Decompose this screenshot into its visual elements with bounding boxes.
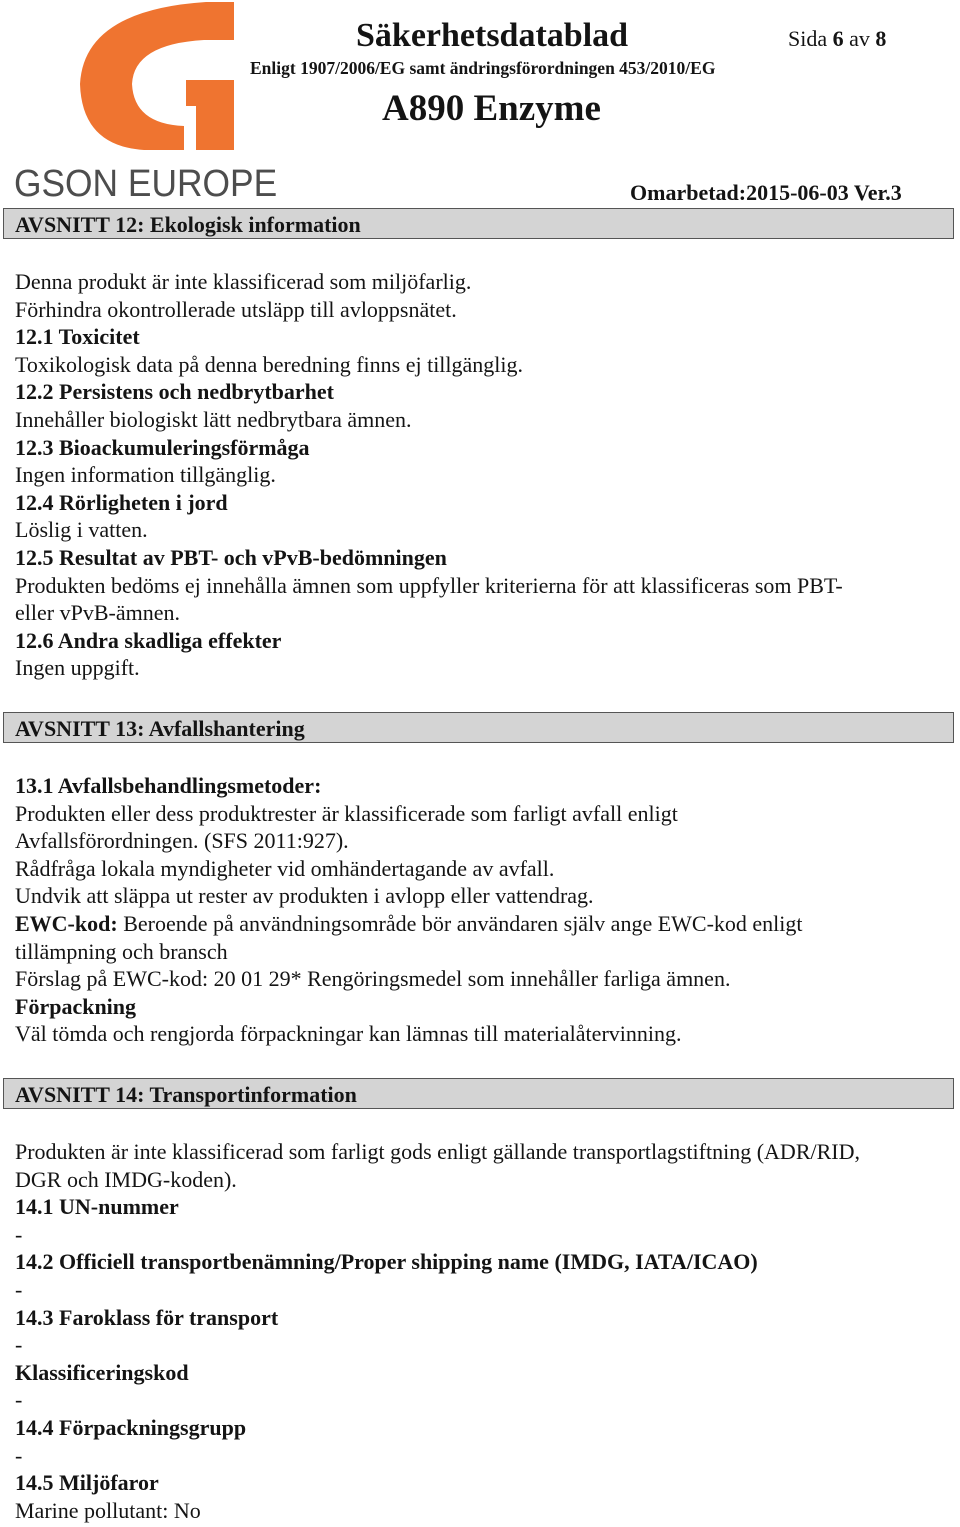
s14-2-value: -: [15, 1276, 23, 1302]
page-total: 8: [875, 26, 887, 51]
regulation-subtitle: Enligt 1907/2006/EG samt ändringsförordningen 453/2010/EG: [250, 58, 716, 78]
s12-3-text: Ingen information tillgänglig.: [15, 462, 276, 488]
s12-5-text-2: eller vPvB-ämnen.: [15, 600, 180, 626]
section-14-header: AVSNITT 14: Transportinformation: [3, 1078, 954, 1109]
s12-5-heading: 12.5 Resultat av PBT- och vPvB-bedömningen: [15, 544, 447, 570]
s14-3-value: -: [15, 1332, 23, 1358]
s13-line-1: Produkten eller dess produktrester är klassificerade som farligt avfall enligt: [15, 800, 678, 826]
s13-packaging-text: Väl tömda och rengjorda förpackningar kan lämnas till materialåtervinning.: [15, 1021, 682, 1047]
page-current: 6: [832, 26, 844, 51]
section-12-body: [15, 268, 945, 682]
s13-line-4: Undvik att släppa ut rester av produkten i avlopp eller vattendrag.: [15, 883, 594, 909]
page-of: av: [849, 26, 870, 51]
section-12-header: AVSNITT 12: Ekologisk information: [3, 208, 954, 239]
revision-date: Omarbetad:2015-06-03 Ver.3: [630, 180, 902, 205]
s12-6-heading: 12.6 Andra skadliga effekter: [15, 627, 282, 653]
company-logo: [14, 0, 284, 206]
s14-intro-1: Produkten är inte klassificerad som farligt gods enligt gällande transportlagstiftning (ADR/RID,: [15, 1139, 860, 1164]
page-prefix: Sida: [788, 26, 828, 51]
s14-4-heading: 14.4 Förpackningsgrupp: [15, 1414, 247, 1440]
logo-text: GSON EUROPE: [14, 163, 278, 205]
s12-5-text-1: Produkten bedöms ej innehålla ämnen som uppfyller kriterierna för att klassificeras som PBT-: [15, 572, 843, 598]
s13-line-2: Avfallsförordningen. (SFS 2011:927).: [15, 828, 349, 854]
s14-class-heading: Klassificeringskod: [15, 1359, 189, 1385]
s13-packaging-heading: Förpackning: [15, 993, 137, 1019]
s14-intro-2: DGR och IMDG-koden).: [15, 1166, 237, 1192]
s12-intro-2: Förhindra okontrollerade utsläpp till avloppsnätet.: [15, 296, 457, 322]
s13-1-heading: 13.1 Avfallsbehandlingsmetoder:: [15, 773, 322, 798]
logo-mark-icon: [78, 0, 234, 150]
s14-5-value: Marine pollutant: No: [15, 1497, 201, 1523]
s14-2-heading: 14.2 Officiell transportbenämning/Proper shipping name (IMDG, IATA/ICAO): [15, 1249, 758, 1275]
s13-ewc-suggestion: Förslag på EWC-kod: 20 01 29* Rengöringsmedel som innehåller farliga ämnen.: [15, 966, 731, 992]
s12-4-heading: 12.4 Rörligheten i jord: [15, 489, 228, 515]
s14-3-heading: 14.3 Faroklass för transport: [15, 1304, 279, 1330]
section-13-header: AVSNITT 13: Avfallshantering: [3, 712, 954, 743]
s12-4-text: Löslig i vatten.: [15, 517, 148, 543]
product-name: A890 Enzyme: [382, 88, 601, 129]
ewc-label: EWC-kod:: [15, 910, 118, 936]
s14-4-value: -: [15, 1442, 23, 1468]
s12-3-heading: 12.3 Bioackumuleringsförmåga: [15, 434, 310, 460]
ewc-text: Beroende på användningsområde bör användaren själv ange EWC-kod enligt: [117, 910, 803, 936]
s14-5-heading: 14.5 Miljöfaror: [15, 1470, 159, 1496]
section-14-body: [15, 1138, 945, 1524]
s12-1-text: Toxikologisk data på denna beredning finns ej tillgänglig.: [15, 351, 524, 377]
s14-1-heading: 14.1 UN-nummer: [15, 1194, 179, 1220]
s12-6-text: Ingen uppgift.: [15, 655, 140, 681]
s13-ewc-line: [15, 910, 945, 938]
s12-intro-1: Denna produkt är inte klassificerad som miljöfarlig.: [15, 269, 472, 294]
page-number: [788, 26, 886, 52]
s12-2-heading: 12.2 Persistens och nedbrytbarhet: [15, 379, 334, 405]
s13-ewc-line-2: tillämpning och bransch: [15, 938, 228, 964]
s12-2-text: Innehåller biologiskt lätt nedbrytbara ämnen.: [15, 406, 412, 432]
s12-1-heading: 12.1 Toxicitet: [15, 324, 140, 350]
section-13-body: [15, 772, 945, 1048]
s14-class-value: -: [15, 1387, 23, 1413]
s13-line-3: Rådfråga lokala myndigheter vid omhändertagande av avfall.: [15, 855, 555, 881]
s14-1-value: -: [15, 1221, 23, 1247]
document-title: Säkerhetsdatablad: [356, 17, 629, 54]
